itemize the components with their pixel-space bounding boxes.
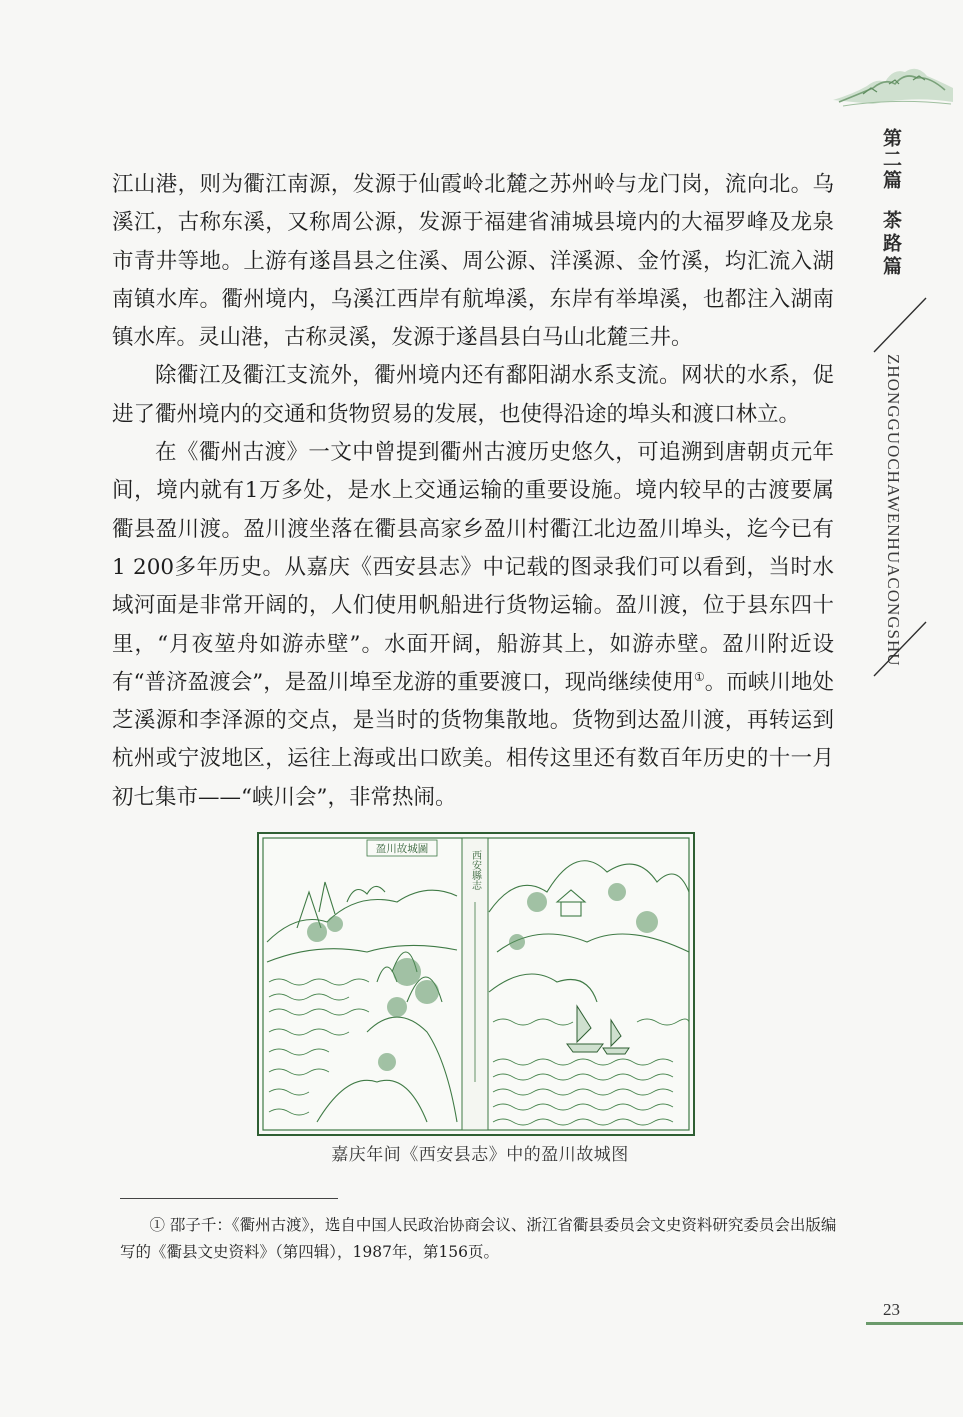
body-text xyxy=(112,166,834,817)
paragraph-text: 。而峡川地处芝溪源和李泽源的交点，是当时的货物集散地。货物到达盈川渡，再转运到杭州或宁波地区，运往上海或出口欧美。相传这里还有数百年历史的十一月初七集市——“峡川会”，非常热闹。 xyxy=(112,669,834,810)
divider-line xyxy=(870,296,930,356)
mountain-logo-icon xyxy=(833,58,953,110)
paragraph: 除衢江及衢江支流外，衢州境内还有鄱阳湖水系支流。网状的水系，促进了衢州境内的交通和货物贸易的发展，也使得沿途的埠头和渡口林立。 xyxy=(112,363,834,427)
paragraph: 江山港，则为衢江南源，发源于仙霞岭北麓之苏州岭与龙门岗，流向北。乌溪江，古称东溪，又称周公源，发源于福建省浦城县境内的大福罗峰及龙泉市青井等地。上游有遂昌县之住溪、周公源、洋溪源、金竹溪，均汇流入湖南镇水库。衢州境内，乌溪江西岸有航埠溪，东岸有举埠溪，也都注入湖南镇水库。灵山港，古称灵溪，发源于遂昌县白马山北麓三井。 xyxy=(112,172,834,351)
right-print-title: 西安縣志 xyxy=(469,850,481,890)
woodblock-print-image xyxy=(257,832,695,1136)
figure-caption: 嘉庆年间《西安县志》中的盈川故城图 xyxy=(331,1145,629,1165)
footnote-divider xyxy=(120,1198,338,1199)
chapter-sidebar xyxy=(848,128,963,868)
page-number-underline xyxy=(866,1322,963,1325)
illustration xyxy=(257,832,695,1136)
divider-line xyxy=(870,620,930,680)
page-number: 23 xyxy=(883,1300,900,1319)
footnote-ref[interactable]: ① xyxy=(694,669,705,684)
footnote xyxy=(120,1212,844,1266)
footnote-text: ① 邵子千：《衢州古渡》，选自中国人民政治协商会议、浙江省衢县委员会文史资料研究委员会出版编写的《衢县文史资料》（第四辑），1987年，第156页。 xyxy=(120,1216,837,1261)
section-label: 第二篇 xyxy=(880,128,902,191)
series-pinyin: ZHONGGUOCHAWENHUACONGSHU xyxy=(884,354,903,667)
part-label: 茶路篇 xyxy=(880,210,902,279)
paragraph-text: 在《衢州古渡》一文中曾提到衢州古渡历史悠久，可追溯到唐朝贞元年间，境内就有1万多处，是水上交通运输的重要设施。境内较早的古渡要属衢县盈川渡。盈川渡坐落在衢县高家乡盈川村衢江北边盈川埠头，迄今已有1 200多年历史。从嘉庆《西安县志》中记载的图录我们可以看到，当时水域河面是非常开阔的，人们使用帆船进行货物运输。盈川渡，位于县东四十里，“月夜堃舟如游赤壁”。水面开阔，船游其上，如游赤壁。盈川附近设有“普济盈渡会”，是盈川埠至龙游的重要渡口，现尚继续使用 xyxy=(112,440,834,695)
left-print-title: 盈川故城圖 xyxy=(375,843,429,855)
paragraph xyxy=(112,434,834,817)
